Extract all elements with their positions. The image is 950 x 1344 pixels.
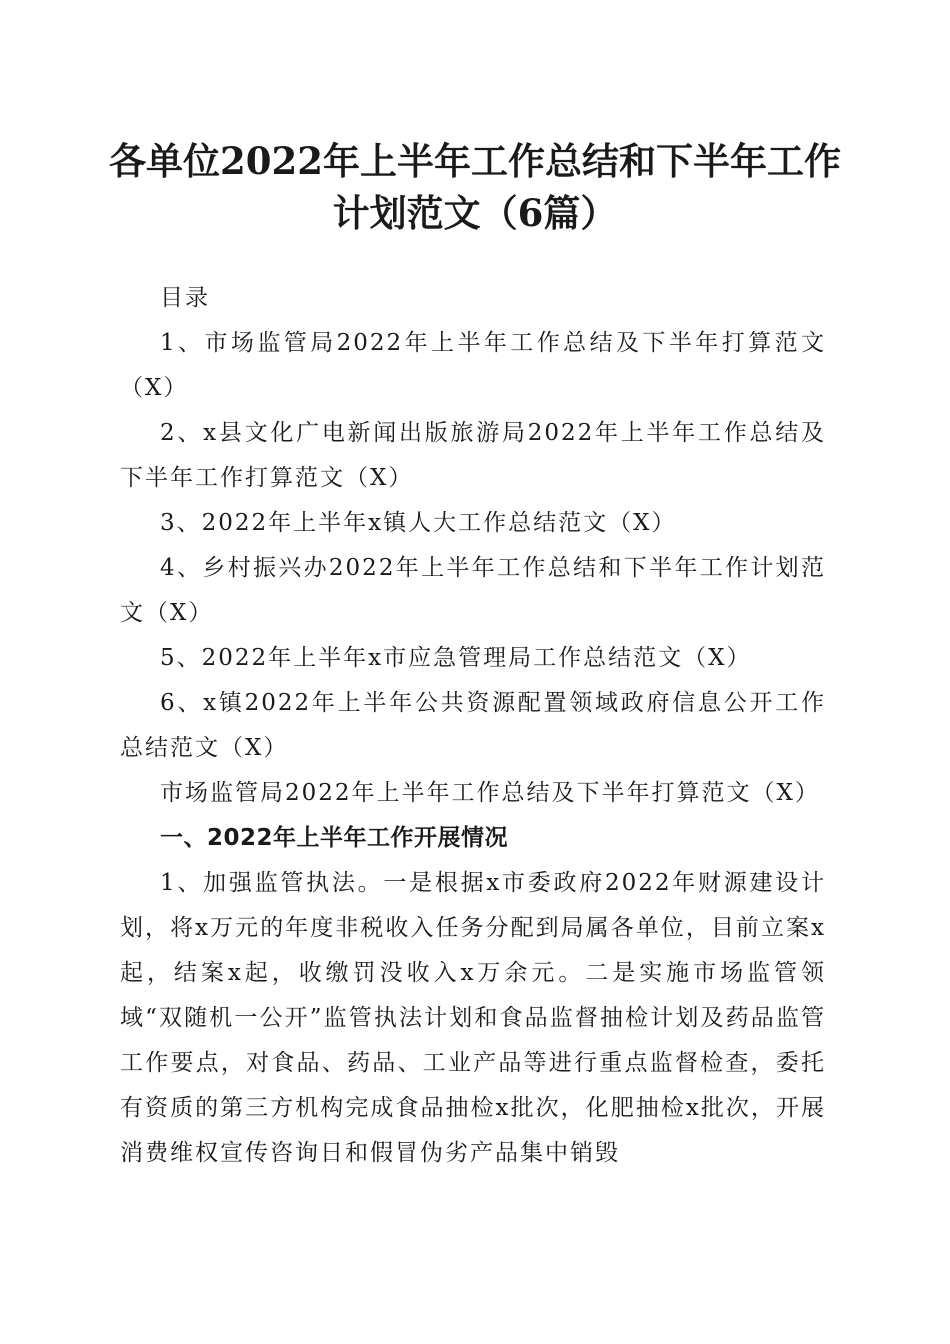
toc-item-1: 1、市场监管局2022年上半年工作总结及下半年打算范文（X） xyxy=(120,330,826,401)
title-line-2: 计划范文（6篇） xyxy=(332,191,618,235)
document-title xyxy=(0,135,950,239)
toc-item-2: 2、x县文化广电新闻出版旅游局2022年上半年工作总结及下半年工作打算范文（X） xyxy=(120,420,826,491)
toc-item-3: 3、2022年上半年x镇人大工作总结范文（X） xyxy=(160,510,677,536)
toc-label: 目录 xyxy=(160,285,210,311)
toc-item-4: 4、乡村振兴办2022年上半年工作总结和下半年工作计划范文（X） xyxy=(120,555,826,626)
title-line-1: 各单位2022年上半年工作总结和下半年工作 xyxy=(109,139,841,183)
document-body xyxy=(120,276,826,1176)
section-title: 市场监管局2022年上半年工作总结及下半年打算范文（X） xyxy=(160,780,820,806)
toc-item-5: 5、2022年上半年x市应急管理局工作总结范文（X） xyxy=(160,645,752,671)
paragraph: 1、加强监管执法。一是根据x市委政府2022年财源建设计划，将x万元的年度非税收入任务分配到局属各单位，目前立案x起，结案x起，收缴罚没收入x万余元。二是实施市场监管领域“双随机一公开”监管执法计划和食品监督抽检计划及药品监管工作要点，对食品、药品、工业产品等进行重点监督检查，委托有资质的第三方机构完成食品抽检x批次，化肥抽检x批次，开展消费维权宣传咨询日和假冒伪劣产品集中销毁 xyxy=(120,870,826,1166)
toc-item-6: 6、x镇2022年上半年公共资源配置领域政府信息公开工作总结范文（X） xyxy=(120,690,826,761)
section-heading: 一、2022年上半年工作开展情况 xyxy=(160,825,509,851)
